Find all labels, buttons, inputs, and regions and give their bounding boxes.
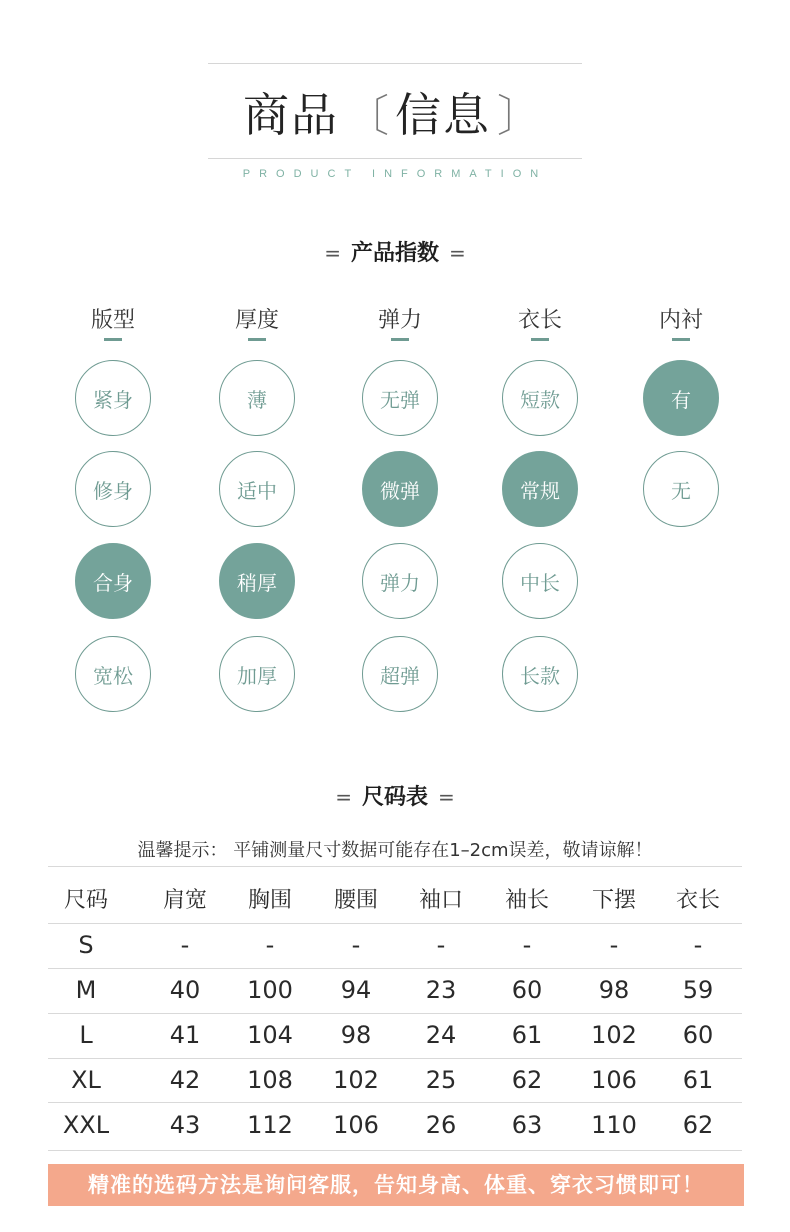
index-option: 宽松 — [75, 636, 151, 712]
table-value-cell: 60 — [511, 976, 543, 1004]
index-column-underline — [248, 338, 266, 341]
table-header-cell: 肩宽 — [162, 888, 207, 913]
index-option-selected: 合身 — [75, 543, 151, 619]
index-option: 短款 — [502, 360, 578, 436]
index-option: 紧身 — [75, 360, 151, 436]
table-value-cell: 26 — [425, 1111, 457, 1139]
table-value-cell: 61 — [682, 1066, 714, 1094]
table-value-cell: 42 — [169, 1066, 201, 1094]
table-value-cell: 62 — [682, 1111, 714, 1139]
table-value-cell: 108 — [247, 1066, 293, 1094]
size-chart-heading: = 尺码表 = — [335, 785, 455, 810]
table-value-cell: - — [351, 931, 361, 959]
index-option-selected: 稍厚 — [219, 543, 295, 619]
table-value-cell: 63 — [511, 1111, 543, 1139]
table-header-cell: 袖长 — [504, 888, 549, 913]
table-header-cell: 尺码 — [63, 888, 108, 913]
index-column-label: 厚度 — [234, 308, 279, 333]
header-bottom-rule — [208, 158, 582, 159]
index-option: 无 — [643, 451, 719, 527]
table-row-divider — [48, 1058, 742, 1059]
title-left: 商品 — [243, 88, 339, 142]
size-chart-heading-text: 尺码表 — [361, 785, 428, 810]
table-value-cell: - — [180, 931, 190, 959]
page-title — [0, 80, 790, 150]
table-row-divider — [48, 1102, 742, 1103]
table-value-cell: 60 — [682, 1021, 714, 1049]
table-header-cell: 腰围 — [333, 888, 378, 913]
table-value-cell: 100 — [247, 976, 293, 1004]
table-value-cell: 104 — [247, 1021, 293, 1049]
table-value-cell: 40 — [169, 976, 201, 1004]
table-size-cell: M — [75, 976, 97, 1004]
table-value-cell: 24 — [425, 1021, 457, 1049]
table-value-cell: 106 — [333, 1111, 379, 1139]
table-row-divider — [48, 923, 742, 924]
table-row-divider — [48, 1150, 742, 1151]
bracket-open: 〔 — [345, 91, 389, 142]
table-value-cell: 94 — [340, 976, 372, 1004]
table-value-cell: 112 — [247, 1111, 293, 1139]
index-column-underline — [531, 338, 549, 341]
table-row-divider — [48, 866, 742, 867]
table-value-cell: 62 — [511, 1066, 543, 1094]
table-value-cell: - — [609, 931, 619, 959]
index-option: 薄 — [219, 360, 295, 436]
index-column-underline — [391, 338, 409, 341]
table-value-cell: 110 — [591, 1111, 637, 1139]
index-option: 中长 — [502, 543, 578, 619]
table-value-cell: - — [522, 931, 532, 959]
index-option: 长款 — [502, 636, 578, 712]
table-row-divider — [48, 1013, 742, 1014]
index-column-label: 内衬 — [658, 308, 703, 333]
header-top-rule — [208, 63, 582, 64]
table-value-cell: 102 — [591, 1021, 637, 1049]
measurement-hint: 温馨提示： 平铺测量尺寸数据可能存在1–2cm误差，敬请谅解！ — [137, 840, 653, 861]
table-value-cell: 41 — [169, 1021, 201, 1049]
index-column-label: 衣长 — [517, 308, 562, 333]
table-row-divider — [48, 968, 742, 969]
table-value-cell: - — [265, 931, 275, 959]
table-value-cell: 25 — [425, 1066, 457, 1094]
table-size-cell: S — [78, 931, 94, 959]
index-option: 超弹 — [362, 636, 438, 712]
index-option: 无弹 — [362, 360, 438, 436]
table-value-cell: 106 — [591, 1066, 637, 1094]
table-value-cell: 61 — [511, 1021, 543, 1049]
bracket-close: 〕 — [497, 91, 541, 142]
index-option: 适中 — [219, 451, 295, 527]
index-option-selected: 常规 — [502, 451, 578, 527]
title-right: 信息 — [395, 88, 491, 142]
table-header-cell: 下摆 — [591, 888, 636, 913]
table-value-cell: - — [436, 931, 446, 959]
table-value-cell: 23 — [425, 976, 457, 1004]
table-size-cell: XL — [71, 1066, 101, 1094]
table-value-cell: - — [693, 931, 703, 959]
index-heading: = 产品指数 = — [324, 241, 466, 266]
table-value-cell: 102 — [333, 1066, 379, 1094]
index-option: 修身 — [75, 451, 151, 527]
table-size-cell: XXL — [62, 1111, 110, 1139]
index-heading-text: 产品指数 — [350, 241, 439, 266]
index-option: 加厚 — [219, 636, 295, 712]
table-size-cell: L — [79, 1021, 93, 1049]
page-subtitle: PRODUCT INFORMATION — [242, 168, 548, 180]
table-header-cell: 胸围 — [247, 888, 292, 913]
index-option-selected: 微弹 — [362, 451, 438, 527]
table-value-cell: 98 — [340, 1021, 372, 1049]
index-column-label: 弹力 — [377, 308, 422, 333]
index-column-underline — [104, 338, 122, 341]
index-option: 弹力 — [362, 543, 438, 619]
index-column-underline — [672, 338, 690, 341]
index-option-selected: 有 — [643, 360, 719, 436]
sizing-advice-banner: 精准的选码方法是询问客服，告知身高、体重、穿衣习惯即可！ — [48, 1164, 744, 1206]
index-column-label: 版型 — [90, 308, 135, 333]
table-value-cell: 59 — [682, 976, 714, 1004]
table-header-cell: 袖口 — [418, 888, 463, 913]
table-value-cell: 43 — [169, 1111, 201, 1139]
table-value-cell: 98 — [598, 976, 630, 1004]
table-header-cell: 衣长 — [675, 888, 720, 913]
